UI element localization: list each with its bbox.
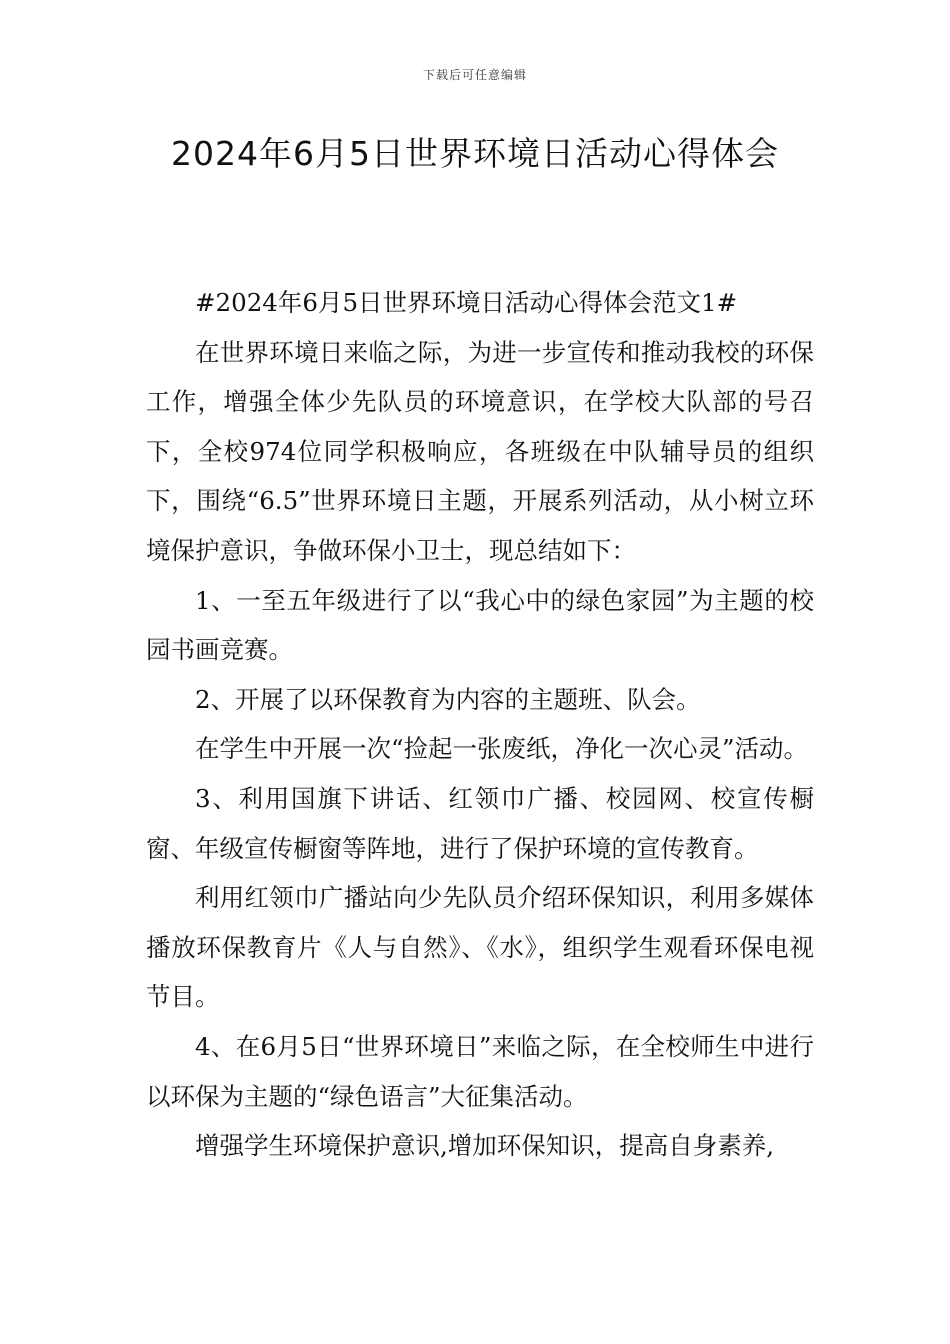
paragraph-item-3: 3、利用国旗下讲话、红领巾广播、校园网、校宣传橱窗、年级宣传橱窗等阵地，进行了保护环境的宣传教育。 bbox=[146, 783, 814, 863]
paragraph-intro: 在世界环境日来临之际，为进一步宣传和推动我校的环保工作，增强全体少先队员的环境意识，在学校大队部的号召下，全校974位同学积极响应，各班级在中队辅导员的组织下，围绕“6.5”世界环境日主题，开展系列活动，从小树立环境保护意识，争做环保小卫士，现总结如下： bbox=[146, 337, 814, 565]
document-title: 2024年6月5日世界环境日活动心得体会 bbox=[171, 134, 779, 173]
paragraph-item-3-detail: 利用红领巾广播站向少先队员介绍环保知识，利用多媒体播放环保教育片《人与自然》、《水》，组织学生观看环保电视节目。 bbox=[146, 883, 814, 1012]
paragraph-item-2-detail: 在学生中开展一次“捡起一张废纸，净化一次心灵”活动。 bbox=[195, 734, 809, 764]
paragraph-subtitle: #2024年6月5日世界环境日活动心得体会范文1# bbox=[195, 288, 738, 317]
paragraph-item-1: 1、一至五年级进行了以“我心中的绿色家园”为主题的校园书画竞赛。 bbox=[146, 585, 814, 665]
header-note: 下载后可任意编辑 bbox=[422, 68, 527, 82]
paragraph-item-2: 2、开展了以环保教育为内容的主题班、队会。 bbox=[195, 684, 701, 714]
document-body bbox=[146, 278, 814, 1171]
paragraph-item-4: 4、在6月5日“世界环境日”来临之际，在全校师生中进行以环保为主题的“绿色语言”大征集活动。 bbox=[146, 1031, 814, 1111]
paragraph-item-4-detail: 增强学生环境保护意识,增加环保知识，提高自身素养, bbox=[195, 1131, 775, 1161]
